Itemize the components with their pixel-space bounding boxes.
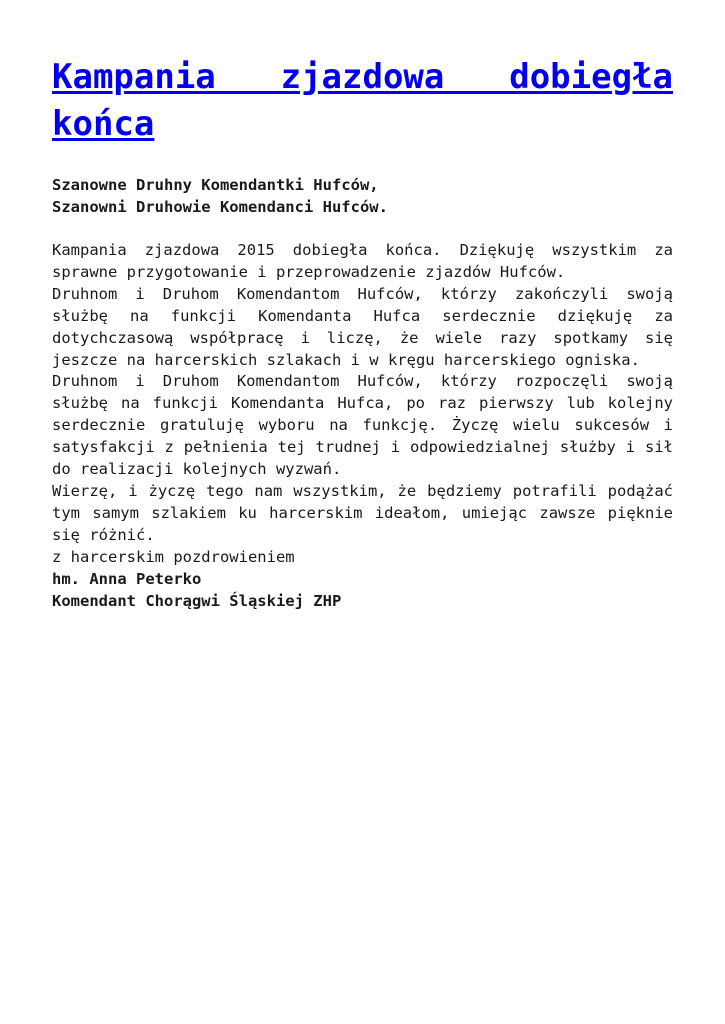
signature-role: Komendant Chorągwi Śląskiej ZHP: [52, 591, 342, 610]
article-body: [52, 240, 673, 547]
closing-block: [52, 547, 673, 613]
signature-name: hm. Anna Peterko: [52, 569, 202, 588]
greeting: [52, 174, 673, 218]
paragraph-1: Kampania zjazdowa 2015 dobiegła końca. Dziękuję wszystkim za sprawne przygotowanie i przeprowadzenie zjazdów Hufców.: [52, 241, 673, 281]
greeting-line-2: Szanowni Druhowie Komendanci Hufców.: [52, 198, 388, 216]
article-title: [52, 54, 673, 148]
paragraph-4: Wierzę, i życzę tego nam wszystkim, że będziemy potrafili podążać tym samym szlakiem ku harcerskim ideałom, umiejąc zawsze pięknie się różnić.: [52, 481, 673, 544]
closing-salutation: z harcerskim pozdrowieniem: [52, 547, 295, 566]
document-page: [52, 54, 673, 612]
greeting-line-1: Szanowne Druhny Komendantki Hufców,: [52, 176, 379, 194]
paragraph-2: Druhnom i Druhom Komendantom Hufców, którzy zakończyli swoją służbę na funkcji Komendanta Hufca serdecznie dziękuję za dotychczasową współpracę i liczę, że wiele razy spotkamy się jeszcze na harcerskich szlakach i w kręgu harcerskiego ogniska.: [52, 284, 673, 369]
article-title-link[interactable]: Kampania zjazdowa dobiegła końca: [52, 57, 673, 144]
paragraph-3: Druhnom i Druhom Komendantom Hufców, którzy rozpoczęli swoją służbę na funkcji Komendanta Hufca, po raz pierwszy lub kolejny serdecznie gratuluję wyboru na funkcję. Życzę wielu sukcesów i satysfakcji z pełnienia tej trudnej i odpowiedzialnej służby i sił do realizacji kolejnych wyzwań.: [52, 372, 673, 479]
